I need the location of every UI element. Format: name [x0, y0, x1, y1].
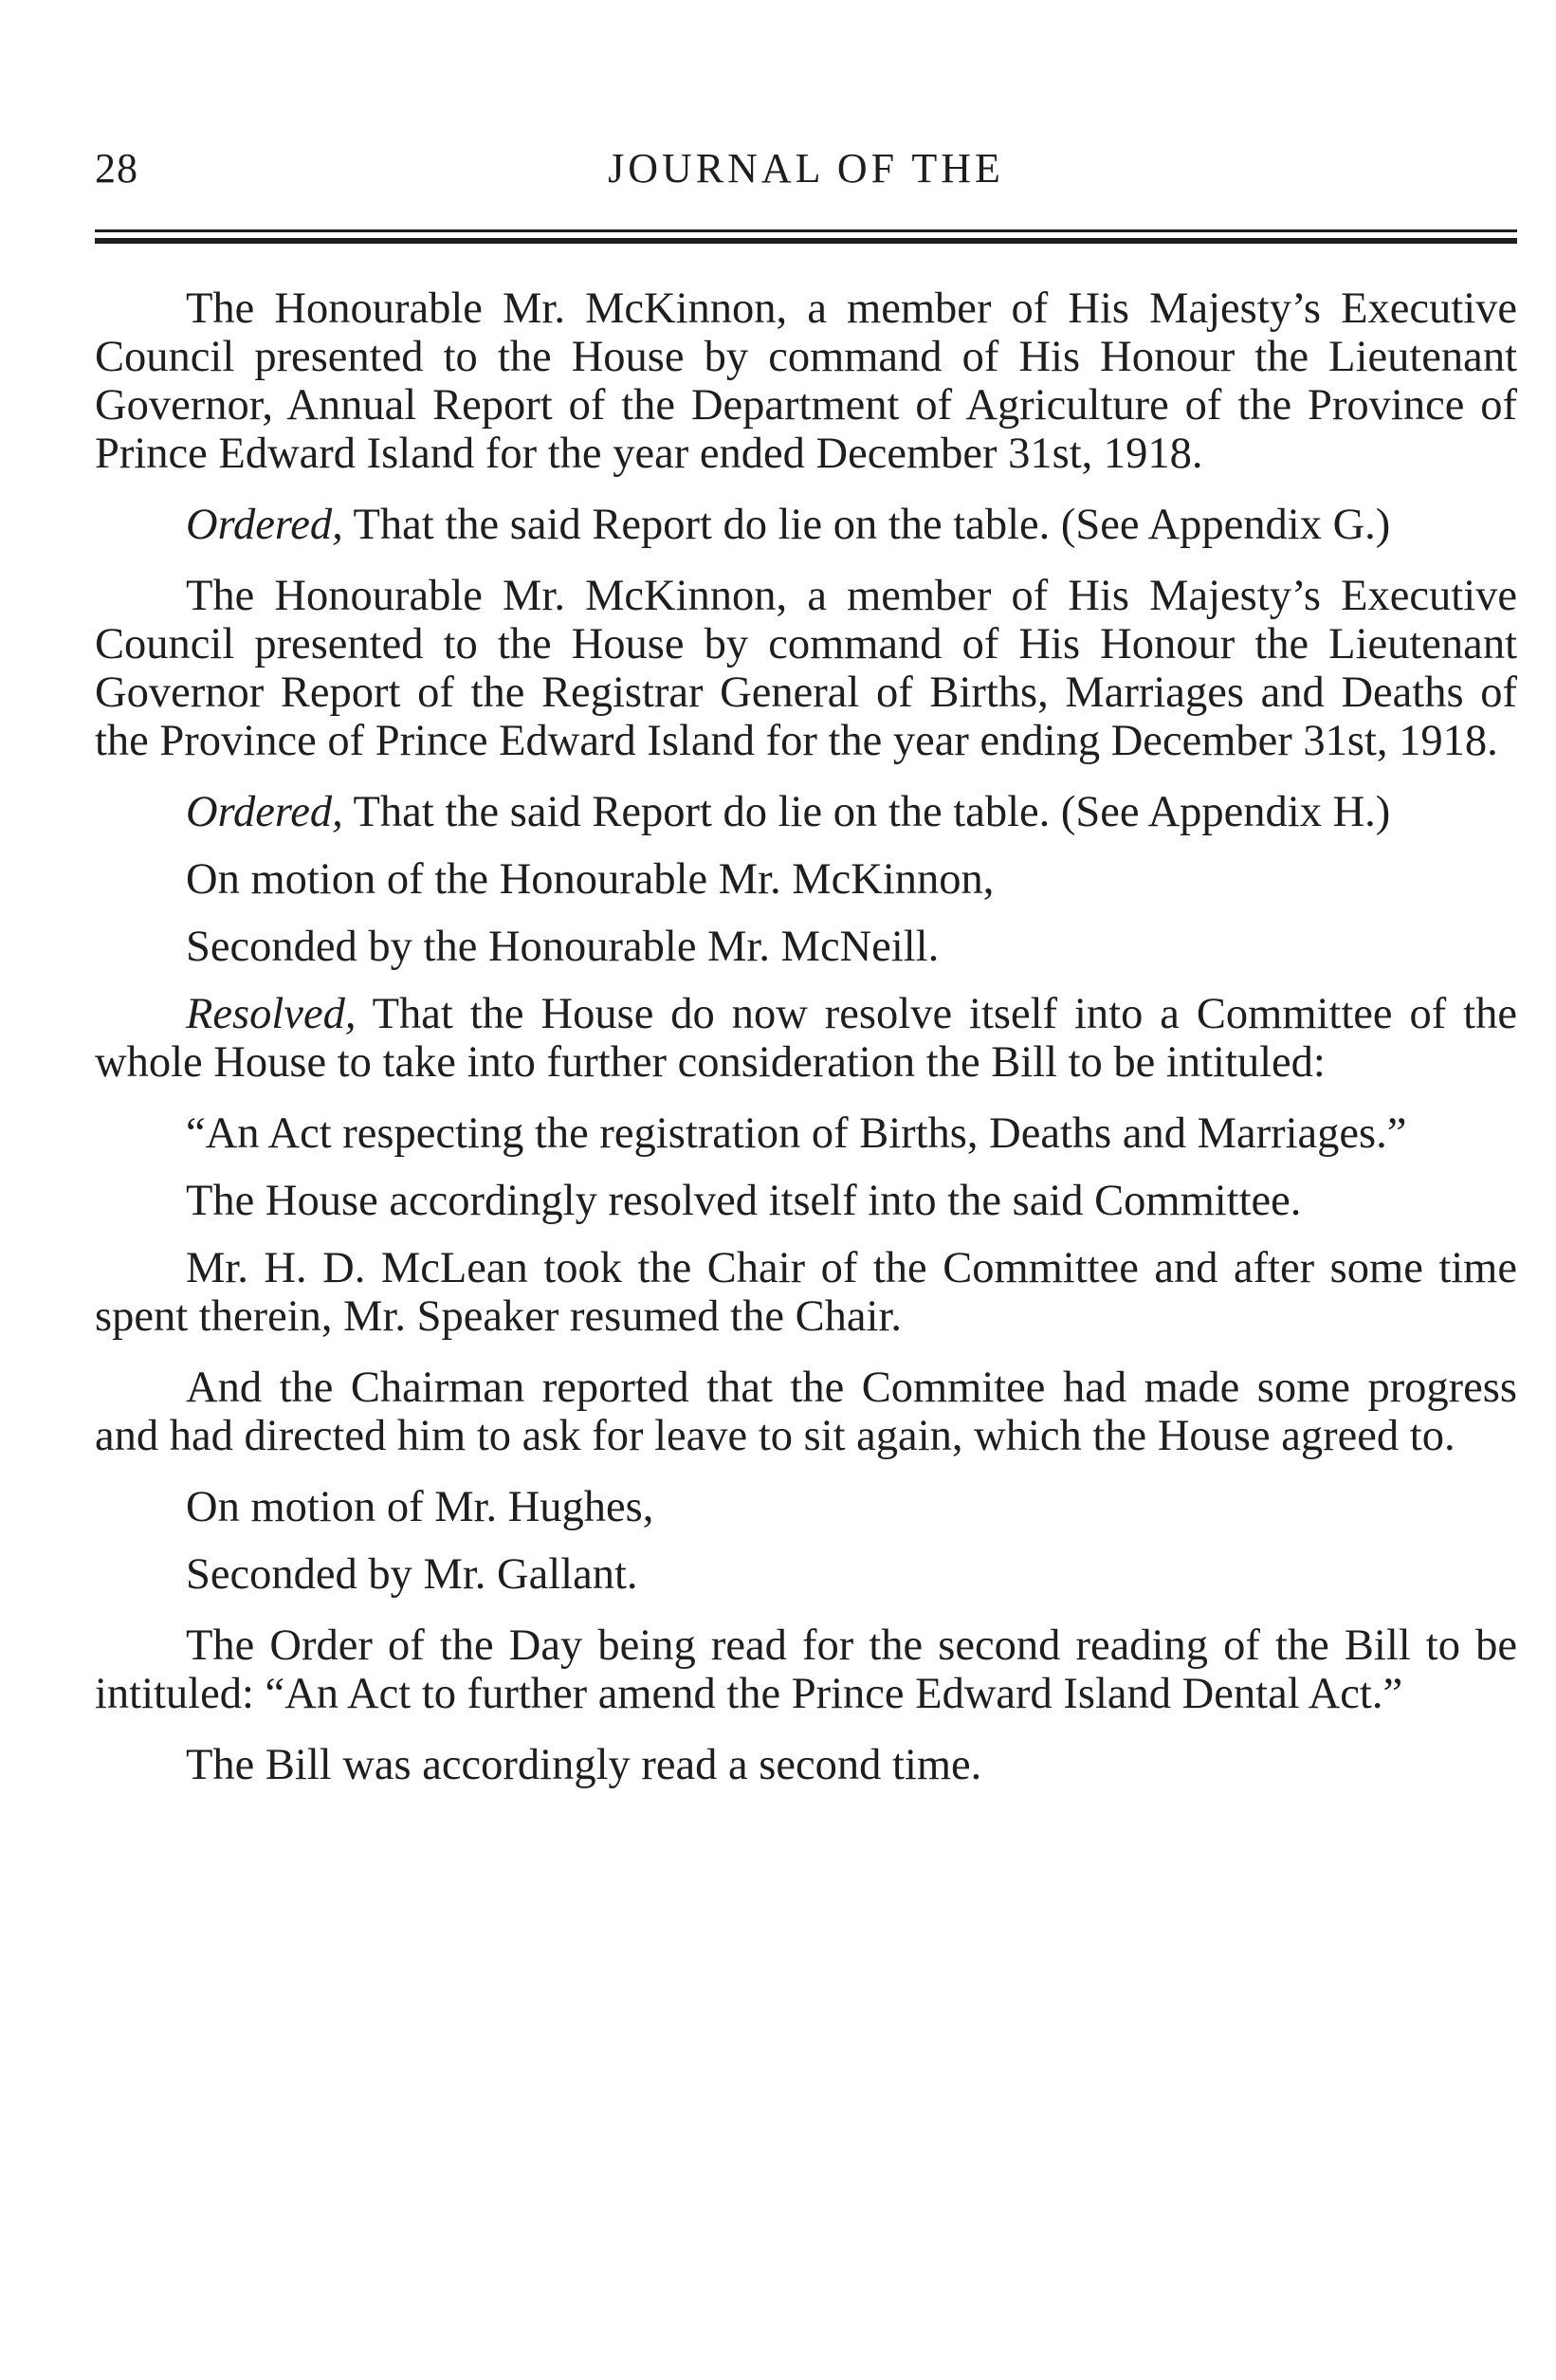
paragraph-text: The House accordingly resolved itself into the said Committee.: [186, 1177, 1302, 1225]
paragraph-text: And the Chairman reported that the Commitee had made some progress and had directed him to ask for leave to sit again, which the House agreed to.: [95, 1364, 1517, 1460]
paragraph-second-reading: [95, 1741, 1517, 1789]
paragraph-text: That the said Report do lie on the table. (See Appendix G.): [342, 501, 1391, 549]
page-number: 28: [95, 145, 138, 192]
paragraph-seconded-gallant: [95, 1550, 1517, 1599]
paragraph-mclean-chair: [95, 1244, 1517, 1341]
paragraph-motion-hughes: [95, 1483, 1517, 1531]
journal-page: [95, 0, 1517, 2380]
paragraph-ordered-appendix-h: [95, 788, 1517, 836]
header-rule-thick: [95, 238, 1517, 244]
paragraph-seconded-mcneill: [95, 923, 1517, 971]
paragraph-resolved: [95, 990, 1517, 1087]
paragraph-text: Seconded by Mr. Gallant.: [186, 1550, 638, 1599]
paragraph-order-of-the-day: [95, 1621, 1517, 1718]
paragraph-report-agriculture: [95, 284, 1517, 478]
paragraph-text: Mr. H. D. McLean took the Chair of the Committee and after some time spent therein, Mr. Speaker resumed the Chair.: [95, 1244, 1517, 1341]
paragraph-lead: Ordered,: [186, 788, 343, 836]
paragraph-text: On motion of the Honourable Mr. McKinnon,: [186, 855, 995, 904]
paragraph-motion-mckinnon: [95, 855, 1517, 904]
paragraph-text: That the House do now resolve itself into a Committee of the whole House to take into further consideration the Bill to be intituled:: [95, 990, 1517, 1087]
paragraph-chairman-reported: [95, 1364, 1517, 1460]
paragraph-text: The Order of the Day being read for the second reading of the Bill to be intituled: “An Act to further amend the Prince Edward Island Dental Act.”: [95, 1621, 1517, 1718]
paragraph-ordered-appendix-g: [95, 501, 1517, 549]
paragraph-report-registrar: [95, 572, 1517, 765]
page-header: [95, 144, 1517, 201]
running-head: JOURNAL OF THE: [608, 145, 1004, 192]
paragraph-text: The Honourable Mr. McKinnon, a member of His Majesty’s Executive Council presented to the House by command of His Honour the Lieutenant Governor, Annual Report of the Department of Agriculture of the Province of Prince Edward Island for the year ended December 31st, 1918.: [95, 284, 1517, 478]
journal-body: [95, 284, 1517, 1812]
paragraph-text: On motion of Mr. Hughes,: [186, 1483, 654, 1531]
paragraph-lead: Resolved,: [186, 990, 357, 1038]
paragraph-house-resolved: [95, 1177, 1517, 1225]
paragraph-text: Seconded by the Honourable Mr. McNeill.: [186, 923, 940, 971]
header-rule-thin: [95, 229, 1517, 232]
paragraph-text: That the said Report do lie on the table. (See Appendix H.): [342, 788, 1391, 836]
paragraph-act-registration: [95, 1109, 1517, 1158]
paragraph-text: “An Act respecting the registration of Births, Deaths and Marriages.”: [186, 1109, 1407, 1158]
paragraph-lead: Ordered,: [186, 501, 343, 549]
paragraph-text: The Bill was accordingly read a second time.: [186, 1741, 982, 1789]
paragraph-text: The Honourable Mr. McKinnon, a member of His Majesty’s Executive Council presented to the House by command of His Honour the Lieutenant Governor Report of the Registrar General of Births, Marriages and Deaths of the Province of Prince Edward Island for the year ending December 31st, 1918.: [95, 572, 1517, 765]
